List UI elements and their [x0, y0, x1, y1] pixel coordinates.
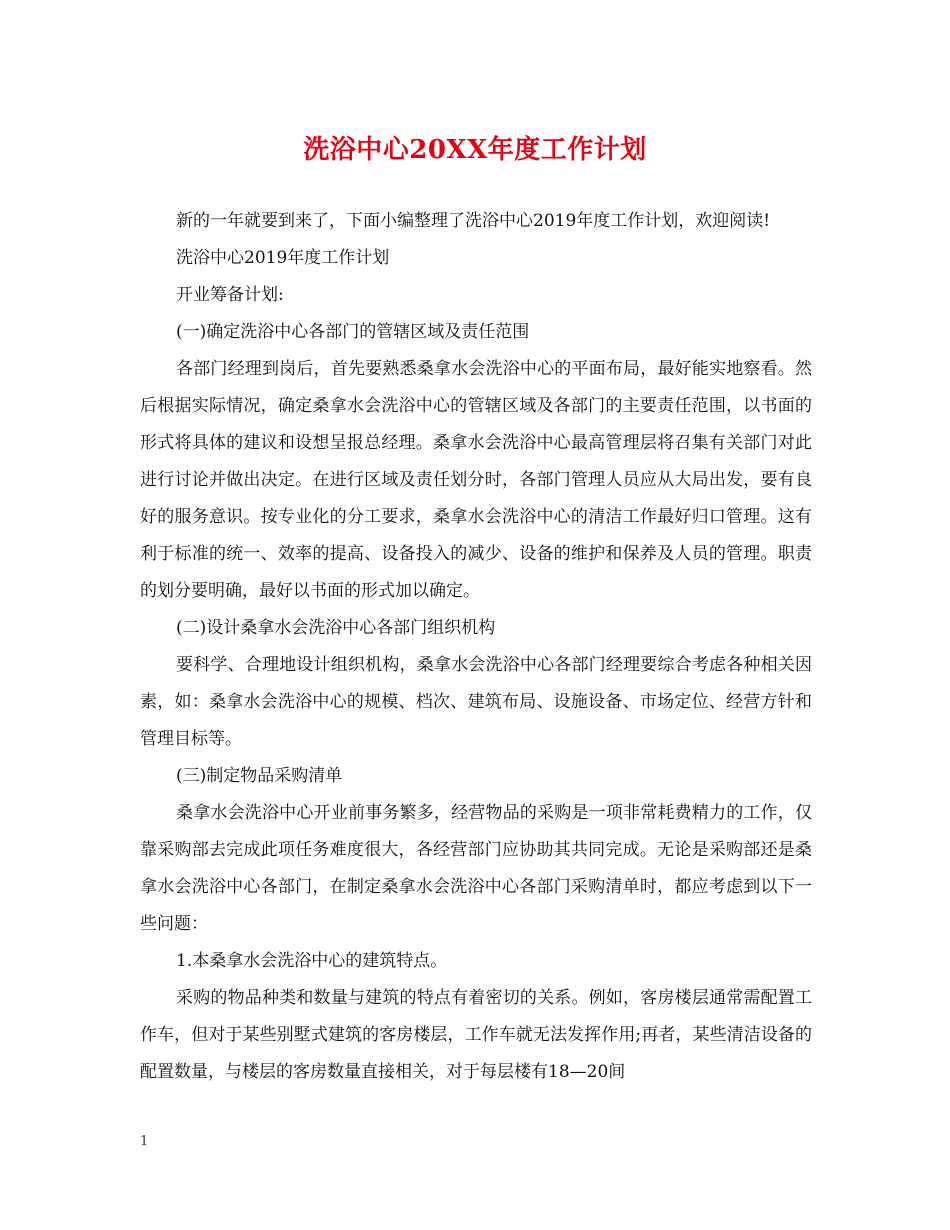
paragraph-section-1: 各部门经理到岗后，首先要熟悉桑拿水会洗浴中心的平面布局，最好能实地察看。然后根据实际情况，确定桑拿水会洗浴中心的管辖区域及各部门的主要责任范围，以书面的形式将具体的建议和设想呈报总经理。桑拿水会洗浴中心最高管理层将召集有关部门对此进行讨论并做出决定。在进行区域及责任划分时，各部门管理人员应从大局出发，要有良好的服务意识。按专业化的分工要求，桑拿水会洗浴中心的清洁工作最好归口管理。这有利于标准的统一、效率的提高、设备投入的减少、设备的维护和保养及人员的管理。职责的划分要明确，最好以书面的形式加以确定。: [140, 359, 812, 601]
list-item-1: 1.本桑拿水会洗浴中心的建筑特点。: [176, 951, 448, 971]
section-heading-2: (二)设计桑拿水会洗浴中心各部门组织机构: [176, 618, 496, 638]
paragraph-plan-title: 洗浴中心2019年度工作计划: [176, 248, 390, 268]
paragraph-opening-plan: 开业筹备计划:: [176, 285, 284, 305]
document-title: 洗浴中心20XX年度工作计划: [303, 135, 647, 165]
paragraph-list-item-1: 采购的物品种类和数量与建筑的特点有着密切的关系。例如，客房楼层通常需配置工作车，但对于某些别墅式建筑的客房楼层，工作车就无法发挥作用;再者，某些清洁设备的配置数量，与楼层的客房数量直接相关，对于每层楼有18—20间: [140, 988, 812, 1082]
section-heading-1: (一)确定洗浴中心各部门的管辖区域及责任范围: [176, 322, 530, 342]
paragraph-section-2: 要科学、合理地设计组织机构，桑拿水会洗浴中心各部门经理要综合考虑各种相关因素，如：桑拿水会洗浴中心的规模、档次、建筑布局、设施设备、市场定位、经营方针和管理目标等。: [140, 655, 812, 749]
document-body: [140, 203, 812, 1091]
paragraph-intro: 新的一年就要到来了，下面小编整理了洗浴中心2019年度工作计划，欢迎阅读!: [176, 211, 771, 231]
section-heading-3: (三)制定物品采购清单: [176, 766, 343, 786]
paragraph-section-3: 桑拿水会洗浴中心开业前事务繁多，经营物品的采购是一项非常耗费精力的工作，仅靠采购部去完成此项任务难度很大，各经营部门应协助其共同完成。无论是采购部还是桑拿水会洗浴中心各部门，在制定桑拿水会洗浴中心各部门采购清单时，都应考虑到以下一些问题：: [140, 803, 812, 934]
page-number: 1: [140, 1134, 149, 1149]
